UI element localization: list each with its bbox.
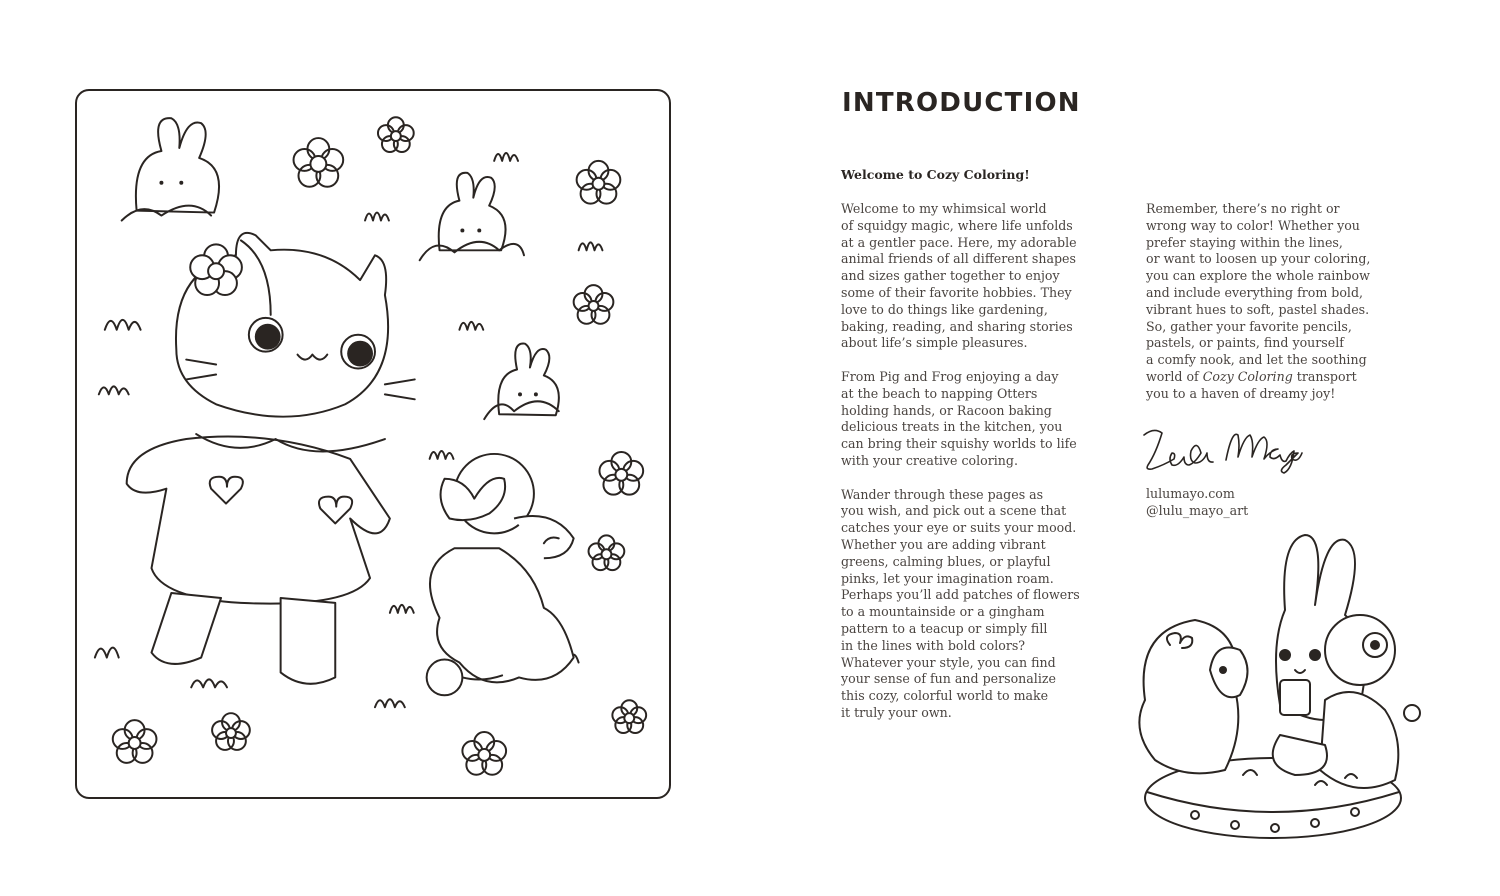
author-website: lulumayo.com: [1146, 486, 1235, 501]
paragraph-text: Remember, there’s no right or wrong way to color! Whether you prefer staying within the lines, or want to loosen up your coloring, you can explore the whole rainbow and include everything from bold, vibrant hues to soft, pastel shades. So, gather your favorite pencils, pastels, or paints, find yourself a comfy nook, and let the soothing world of: [1146, 201, 1371, 384]
intro-paragraph: Wander through these pages as you wish, and pick out a scene that catches your eye or suits your mood. Whether you are adding vibrant greens, calming blues, or playful pinks, let your imagination roam. Perhaps you’ll add patches of flowers to a mountainside or a gingham pattern to a teacup or simply fill in the lines with bold colors? Whatever your style, you can find your sense of fun and personalize this cozy, colorful world to make it truly your own.: [841, 486, 1080, 720]
intro-paragraph: From Pig and Frog enjoying a day at the beach to napping Otters holding hands, or Racoon baking delicious treats in the kitchen, you can bring their squishy worlds to life with your creative coloring.: [841, 368, 1077, 468]
poodle-drawing: [427, 454, 574, 695]
introduction-title: INTRODUCTION: [842, 88, 1081, 118]
intro-paragraph: [1146, 201, 1416, 403]
signature-handwriting: [1136, 420, 1316, 480]
welcome-heading: Welcome to Cozy Coloring!: [841, 167, 1030, 182]
intro-text-left-column: [841, 201, 1111, 739]
intro-text-right-column: [1146, 201, 1416, 419]
animal-friends-illustration: [1125, 530, 1425, 860]
intro-paragraph: Welcome to my whimsical world of squidgy magic, where life unfolds at a gentler pace. Here, my adorable animal friends of all different shapes and sizes gather together to enjoy some of their favorite hobbies. They love to do things like gardening, baking, reading, and sharing stories about life’s simple pleasures.: [841, 201, 1077, 351]
cat-drawing: [127, 233, 415, 684]
friends-on-macaron-line-art: [1125, 530, 1425, 860]
author-contact: [1146, 486, 1248, 520]
cat-and-poodle-line-art: [77, 91, 669, 797]
author-social-handle: @lulu_mayo_art: [1146, 502, 1249, 518]
coloring-page-illustration: [75, 89, 671, 799]
author-signature: [1136, 420, 1316, 480]
book-title-italic: Cozy Coloring: [1202, 368, 1293, 384]
paragraph-text: transport you to a haven of dreamy joy!: [1146, 368, 1357, 401]
